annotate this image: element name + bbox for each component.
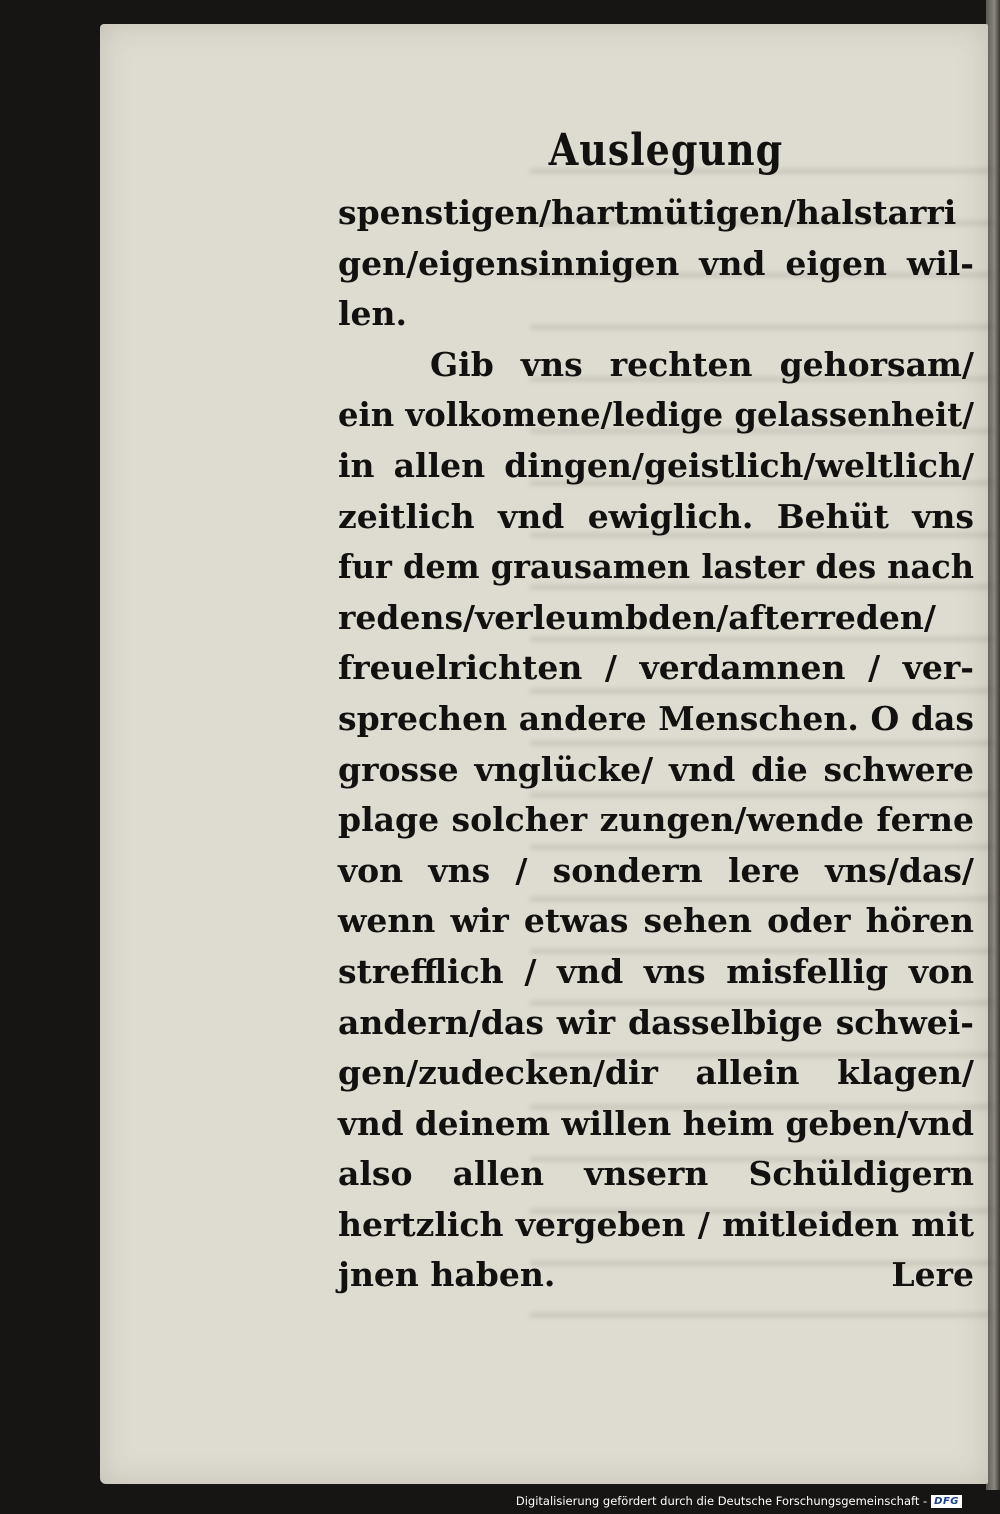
text-line-end: jnen haben. — [338, 1255, 556, 1295]
text-line: plage solcher zungen/wende ferne — [338, 800, 974, 840]
text-line: sprechen andere Menschen. O das — [338, 698, 974, 738]
digitization-credit — [516, 1488, 962, 1514]
text-line: gen/eigensinnigen vnd eigen wil- — [338, 243, 974, 283]
page-text-block — [338, 112, 974, 1301]
text-line: redens/verleumbden/afterreden/ — [338, 597, 936, 637]
catchword: Lere — [891, 1255, 974, 1295]
credit-text: Digitalisierung gefördert durch die Deutsche Forschungsgemeinschaft - — [515, 1494, 928, 1508]
text-line: von vns / sondern lere vns/das/ — [338, 850, 974, 890]
text-line: strefflich / vnd vns misfellig von — [338, 951, 974, 991]
text-line: freuelrichten / verdamnen / ver- — [338, 648, 974, 688]
text-line: hertzlich vergeben / mitleiden mit — [338, 1204, 974, 1244]
text-line: in allen dingen/geistlich/weltlich/ — [338, 445, 974, 485]
text-line: wenn wir etwas sehen oder hören — [338, 901, 974, 941]
text-line: spenstigen/hartmütigen/halstarri — [338, 193, 957, 232]
dfg-logo: DFG — [931, 1495, 962, 1508]
text-line: gen/zudecken/dir allein klagen/ — [338, 1053, 974, 1093]
text-line: len. — [338, 294, 408, 334]
paragraph-start-line: Gib vns rechten gehorsam/ — [430, 344, 974, 384]
text-line: ein volkomene/ledige gelassenheit/ — [338, 395, 974, 435]
text-line: fur dem grausamen laster des nach — [338, 547, 974, 587]
text-line: vnd deinem willen heim geben/vnd — [338, 1103, 974, 1143]
last-line-with-catchword — [338, 1250, 974, 1301]
text-line: andern/das wir dasselbige schwei- — [338, 1002, 974, 1042]
running-head: Auslegung — [548, 123, 784, 176]
text-line: zeitlich vnd ewiglich. Behüt vns — [338, 496, 974, 536]
text-line: grosse vnglücke/ vnd die schwere — [338, 749, 974, 789]
text-line: also allen vnsern Schüldigern — [338, 1154, 974, 1194]
